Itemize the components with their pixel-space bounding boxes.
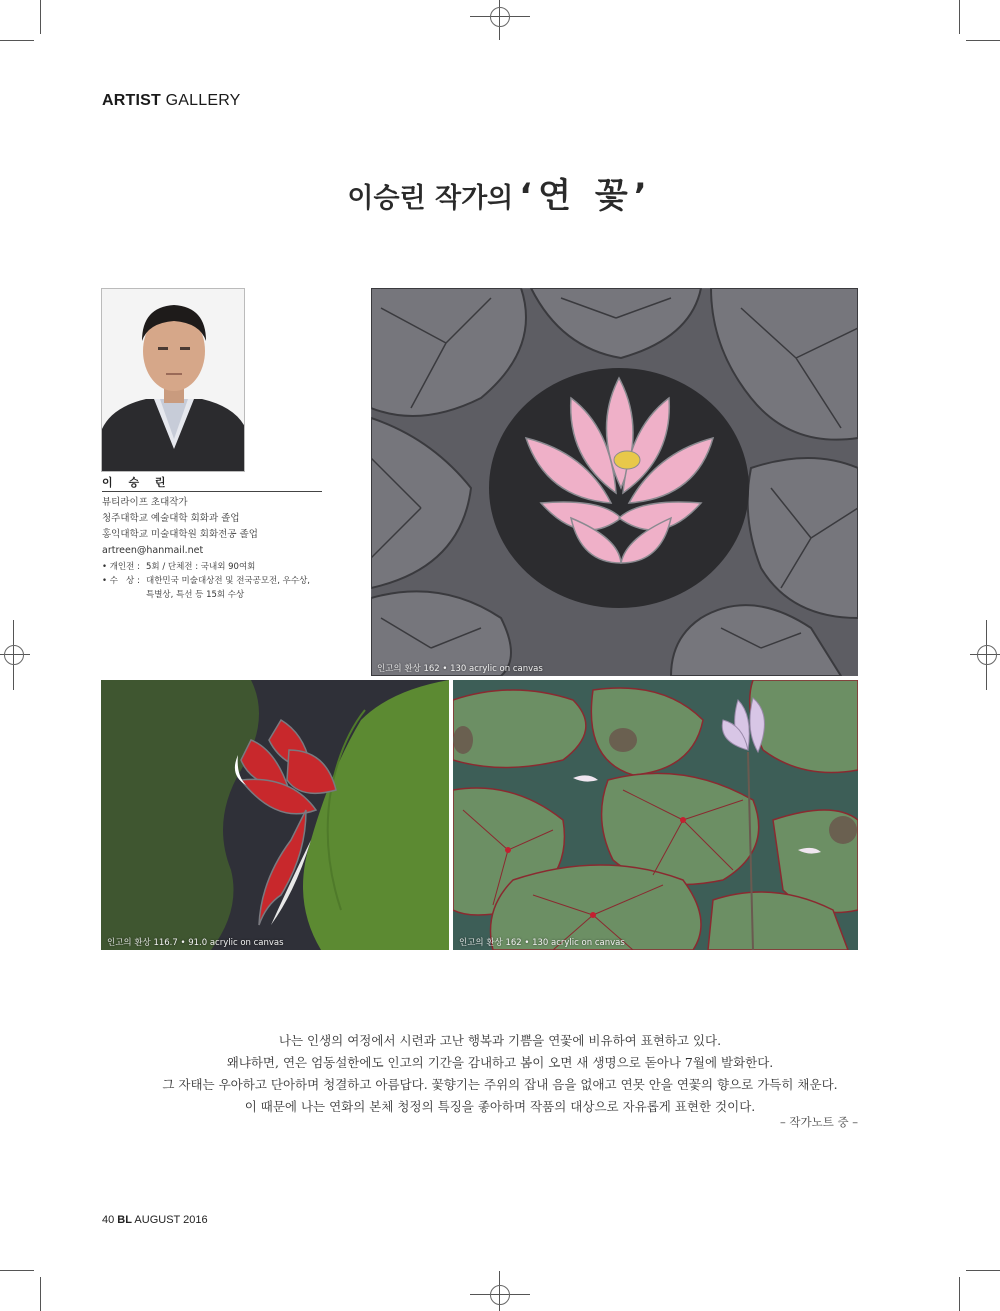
exhibitions-label: • 개인전 : bbox=[102, 562, 143, 572]
bio-line: 청주대학교 예술대학 회화과 졸업 bbox=[102, 513, 240, 524]
artist-name: 이 승 린 bbox=[102, 476, 172, 489]
statement-line: 나는 인생의 여정에서 시련과 고난 행복과 기쁨을 연꽃에 비유하여 표현하고 있다. bbox=[278, 1033, 722, 1048]
awards-label: • 수 상 : bbox=[102, 576, 143, 586]
crop-mark-tr-h bbox=[966, 40, 1000, 41]
crop-mark-br-h bbox=[966, 1270, 1000, 1271]
awards-value: 대한민국 미술대상전 및 전국공모전, 우수상, bbox=[146, 576, 311, 586]
crop-mark-br-v bbox=[959, 1277, 960, 1311]
statement-line: 그 자태는 우아하고 단아하며 청결하고 아름답다. 꽃향기는 주위의 잡내 음을 없애고 연못 안을 연꽃의 향으로 가득히 채운다. bbox=[162, 1077, 838, 1092]
statement-line: 왜냐하면, 연은 엄동설한에도 인고의 기간을 감내하고 봄이 오면 새 생명으로 돋아나 7월에 발화한다. bbox=[226, 1055, 774, 1070]
section-tag bbox=[102, 92, 241, 110]
painting-red-lotus bbox=[101, 680, 449, 950]
statement-line: 이 때문에 나는 연화의 본체 청정의 특징을 좋아하며 작품의 대상으로 자유롭게 표현한 것이다. bbox=[244, 1099, 756, 1114]
section-tag-rest: GALLERY bbox=[160, 92, 241, 109]
page-title bbox=[0, 168, 1000, 217]
name-divider bbox=[102, 491, 322, 492]
section-tag-bold: ARTIST bbox=[102, 92, 161, 109]
artist-awards bbox=[102, 560, 310, 602]
painting-caption: 인고의 환상 162 • 130 acrylic on canvas bbox=[459, 938, 625, 948]
crop-mark-tl-v bbox=[40, 0, 41, 34]
painting-caption: 인고의 환상 162 • 130 acrylic on canvas bbox=[377, 664, 543, 674]
crop-mark-tr-v bbox=[959, 0, 960, 34]
page-number: 40 bbox=[102, 1214, 118, 1226]
statement-source: – 작가노트 중 – bbox=[779, 1115, 858, 1129]
painting-pink-lotus bbox=[371, 288, 858, 676]
artist-portrait bbox=[101, 288, 245, 472]
title-prefix: 이승린 작가의 bbox=[347, 183, 514, 214]
title-main: ‘연 꽃’ bbox=[519, 176, 653, 216]
crop-mark-bl-h bbox=[0, 1270, 34, 1271]
artist-bio bbox=[102, 495, 258, 559]
artist-statement bbox=[0, 1030, 1000, 1118]
bio-line: 홍익대학교 미술대학원 회화전공 졸업 bbox=[102, 529, 258, 540]
awards-value-cont: 특별상, 특선 등 15회 수상 bbox=[146, 590, 245, 600]
footer-date: AUGUST 2016 bbox=[131, 1214, 208, 1226]
crop-mark-bl-v bbox=[40, 1277, 41, 1311]
painting-caption: 인고의 환상 116.7 • 91.0 acrylic on canvas bbox=[107, 938, 284, 948]
crop-mark-tl-h bbox=[0, 40, 34, 41]
bio-line: 뷰티라이프 초대작가 bbox=[102, 497, 188, 508]
page-footer bbox=[102, 1214, 208, 1226]
artist-email: artreen@hanmail.net bbox=[102, 545, 204, 556]
exhibitions-value: 5회 / 단체전 : 국내외 90여회 bbox=[146, 562, 256, 572]
painting-green-leaves bbox=[453, 680, 858, 950]
footer-brand: BL bbox=[117, 1214, 132, 1226]
